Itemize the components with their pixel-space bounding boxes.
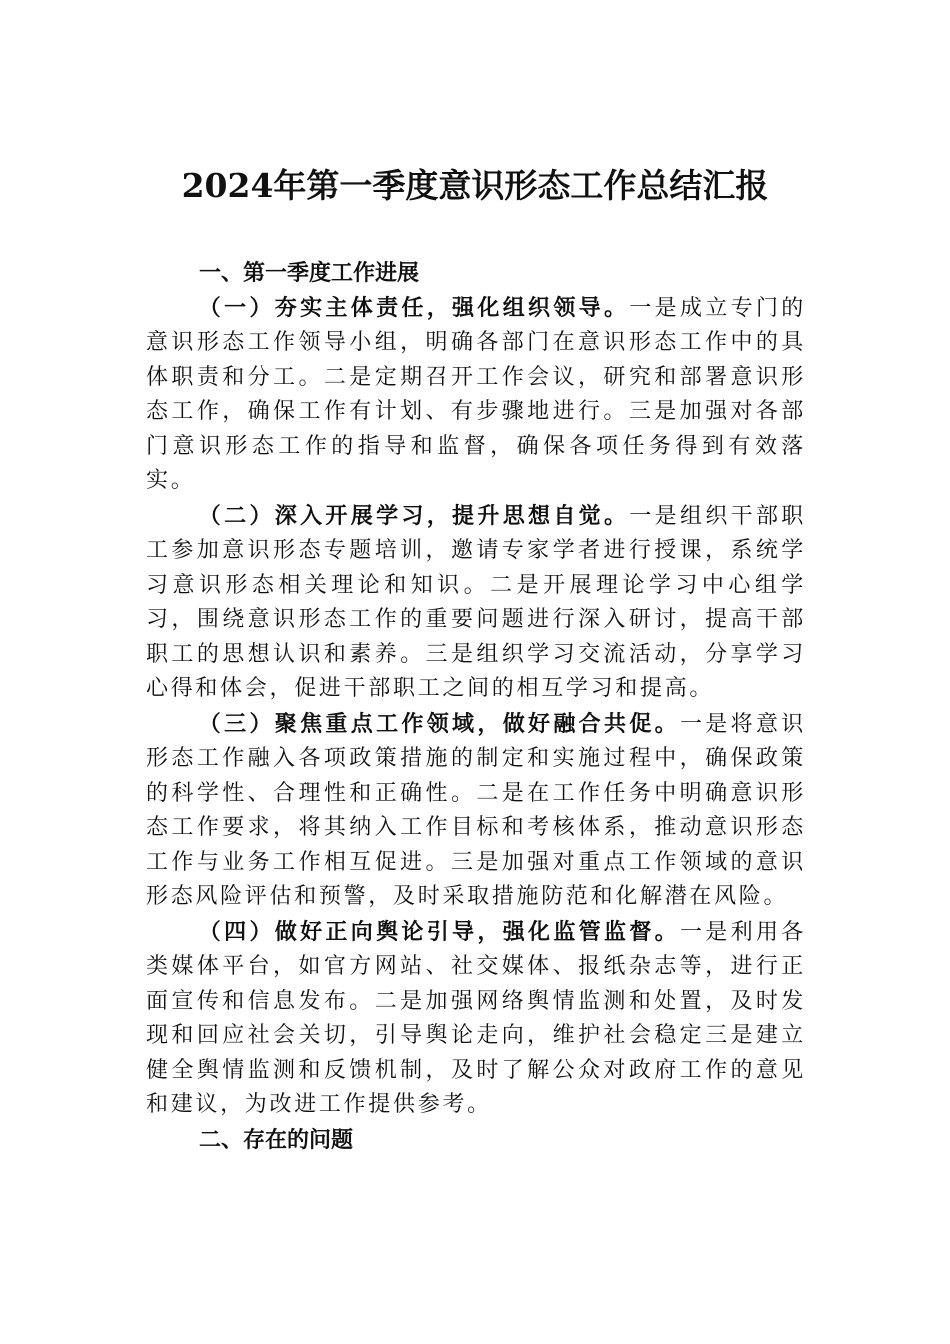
section-heading-progress: 一、第一季度工作进展 [199,260,420,286]
paragraph-responsibility [146,291,806,499]
section-heading-problems: 二、存在的问题 [199,1126,354,1153]
paragraph-public-opinion [146,915,806,1123]
paragraph-lead: （四）做好正向舆论引导，强化监管监督。 [198,918,680,945]
paragraph-lead: （三）聚焦重点工作领域，做好融合共促。 [198,710,680,737]
paragraph-text: 一是将意识形态工作融入各项政策措施的制定和实施过程中，确保政策的科学性、合理性和正确性。二是在工作任务中明确意识形态工作要求，将其纳入工作目标和考核体系，推动意识形态工作与业务工作相互促进。三是加强对重点工作领域的意识形态风险评估和预警，及时采取措施防范和化解潜在风险。 [146,711,806,909]
document-title: 2024年第一季度意识形态工作总结汇报 [181,166,769,205]
paragraph-text: 一是利用各类媒体平台，如官方网站、社交媒体、报纸杂志等，进行正面宣传和信息发布。二是加强网络舆情监测和处置，及时发现和回应社会关切，引导舆论走向，维护社会稳定三是建立健全舆情监测和反馈机制，及时了解公众对政府工作的意见和建议，为改进工作提供参考。 [146,919,806,1117]
document-body [146,256,806,1157]
paragraph-key-areas [146,707,806,915]
paragraph-study [146,499,806,707]
paragraph-text: 一是组织干部职工参加意识形态专题培训，邀请专家学者进行授课，系统学习意识形态相关理论和知识。二是开展理论学习中心组学习，围绕意识形态工作的重要问题进行深入研讨，提高干部职工的思想认识和素养。三是组织学习交流活动，分享学习心得和体会，促进干部职工之间的相互学习和提高。 [146,503,806,701]
paragraph-lead: （一）夯实主体责任，强化组织领导。 [198,294,630,321]
paragraph-lead: （二）深入开展学习，提升思想自觉。 [198,502,630,529]
paragraph-text: 一是成立专门的意识形态工作领导小组，明确各部门在意识形态工作中的具体职责和分工。二是定期召开工作会议，研究和部署意识形态工作，确保工作有计划、有步骤地进行。三是加强对各部门意识形态工作的指导和监督，确保各项任务得到有效落实。 [146,295,806,493]
